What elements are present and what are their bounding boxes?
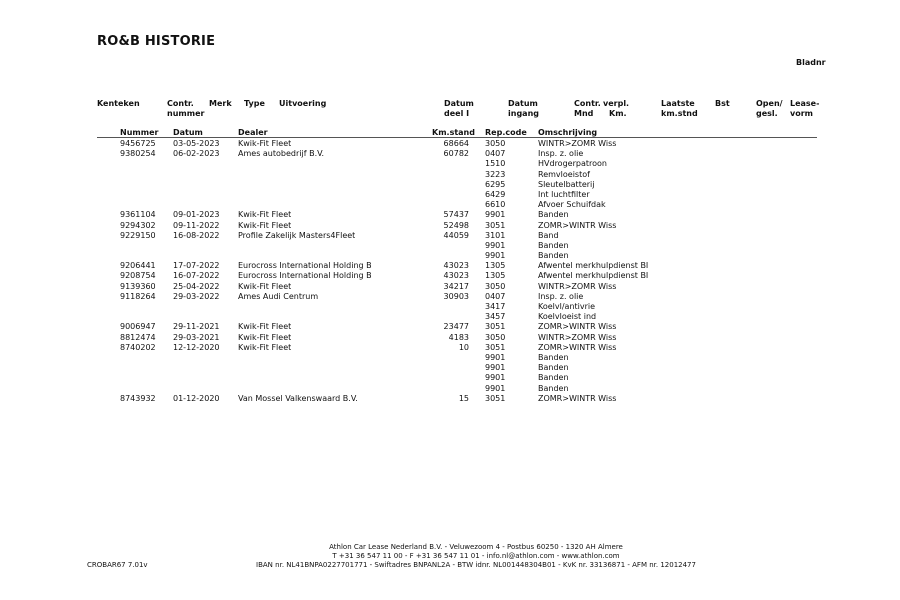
cell-datum: 06-02-2023 xyxy=(173,149,220,159)
header-divider xyxy=(97,137,817,138)
table-row xyxy=(0,302,900,312)
cell-rep-code: 3457 xyxy=(485,312,506,322)
cell-omschrijving: Koelvl/antivrie xyxy=(538,302,596,311)
cell-km-stand: 15 xyxy=(458,393,469,403)
cell-nummer: 8812474 xyxy=(120,332,156,342)
cell-omschrijving: Banden xyxy=(538,373,569,383)
cell-nummer: 9456725 xyxy=(120,139,156,148)
form-version: CROBAR67 7.01v xyxy=(87,561,148,569)
table-row xyxy=(0,190,900,200)
cell-datum: 16-07-2022 xyxy=(173,271,220,281)
table-row xyxy=(0,251,900,261)
footer-contact: T +31 36 547 11 00 - F +31 36 547 11 01 - info.nl@athlon.com - www.athlon.com xyxy=(332,552,620,560)
header-datum-ingang-line2: ingang xyxy=(508,109,539,118)
cell-km-stand: 30903 xyxy=(443,291,469,301)
table-row xyxy=(0,353,900,363)
header-datum-ingang-line1: Datum xyxy=(508,99,538,108)
cell-omschrijving: ZOMR>WINTR Wiss xyxy=(538,220,617,230)
cell-km-stand: 43023 xyxy=(443,271,469,281)
cell-omschrijving: WINTR>ZOMR Wiss xyxy=(538,281,617,291)
cell-km-stand: 34217 xyxy=(443,281,469,291)
cell-rep-code: 3050 xyxy=(485,139,506,148)
table-row xyxy=(0,363,900,373)
page-title: RO&B HISTORIE xyxy=(97,34,216,49)
header-lease-vorm xyxy=(790,99,819,119)
cell-dealer: Kwik-Fit Fleet xyxy=(238,281,292,291)
table-row xyxy=(0,159,900,169)
cell-km-stand: 4183 xyxy=(448,332,469,342)
cell-rep-code: 0407 xyxy=(485,149,506,159)
cell-datum: 09-11-2022 xyxy=(173,220,220,230)
cell-omschrijving: Insp. z. olie xyxy=(538,149,584,159)
cell-omschrijving: Afwentel merkhulpdienst BI xyxy=(538,261,649,271)
page-number-label: Bladnr xyxy=(796,58,826,67)
cell-rep-code: 3417 xyxy=(485,302,506,311)
cell-omschrijving: Banden xyxy=(538,240,569,250)
cell-rep-code: 3051 xyxy=(485,220,506,230)
cell-nummer: 9380254 xyxy=(120,149,156,159)
cell-rep-code: 6610 xyxy=(485,200,506,210)
cell-rep-code: 3051 xyxy=(485,342,506,352)
cell-datum: 03-05-2023 xyxy=(173,139,220,148)
cell-dealer: Profile Zakelijk Masters4Fleet xyxy=(238,230,356,240)
header-datum-ingang xyxy=(508,99,539,119)
column-nummer: Nummer xyxy=(120,128,159,137)
table-row xyxy=(0,139,900,149)
cell-rep-code: 3050 xyxy=(485,281,506,291)
history-table xyxy=(0,139,900,404)
table-row xyxy=(0,343,900,353)
cell-km-stand: 44059 xyxy=(443,230,469,240)
cell-nummer: 9361104 xyxy=(120,210,156,220)
cell-nummer: 9208754 xyxy=(120,271,156,281)
header-datum-deel-line1: Datum xyxy=(444,99,474,108)
column-omschrijving: Omschrijving xyxy=(538,128,598,137)
cell-km-stand: 68664 xyxy=(443,139,469,148)
cell-dealer: Eurocross International Holding B xyxy=(238,261,372,271)
table-row xyxy=(0,200,900,210)
cell-rep-code: 6429 xyxy=(485,189,506,199)
cell-datum: 16-08-2022 xyxy=(173,230,220,240)
table-row xyxy=(0,271,900,281)
cell-omschrijving: HVdrogerpatroon xyxy=(538,159,607,169)
cell-datum: 09-01-2023 xyxy=(173,210,220,220)
header-datum-deel xyxy=(444,99,474,119)
cell-nummer: 8743932 xyxy=(120,393,156,403)
table-row xyxy=(0,373,900,383)
header-verpl-km xyxy=(603,99,629,119)
column-dealer: Dealer xyxy=(238,128,268,137)
header-bst: Bst xyxy=(715,99,730,108)
cell-nummer: 9294302 xyxy=(120,220,156,230)
header-contr-line2: nummer xyxy=(167,109,205,118)
footer-address: Athlon Car Lease Nederland B.V. - Veluwezoom 4 - Postbus 60250 - 1320 AH Almere xyxy=(329,543,623,551)
header-lease-line1: Lease- xyxy=(790,99,820,108)
header-kenteken: Kenteken xyxy=(97,99,140,108)
cell-rep-code: 9901 xyxy=(485,210,506,220)
column-rep-code: Rep.code xyxy=(485,128,527,137)
cell-dealer: Ames Audi Centrum xyxy=(238,291,319,301)
cell-rep-code: 9901 xyxy=(485,352,506,362)
cell-dealer: Ames autobedrijf B.V. xyxy=(238,149,325,159)
table-row xyxy=(0,180,900,190)
table-row xyxy=(0,333,900,343)
cell-rep-code: 3051 xyxy=(485,393,506,403)
cell-omschrijving: Int luchtfilter xyxy=(538,189,590,199)
table-row xyxy=(0,312,900,322)
cell-dealer: Kwik-Fit Fleet xyxy=(238,322,292,332)
cell-omschrijving: Remvloeistof xyxy=(538,169,590,179)
table-row xyxy=(0,282,900,292)
header-laatste-km xyxy=(661,99,698,119)
header-uitvoering: Uitvoering xyxy=(279,99,327,108)
cell-omschrijving: Afwentel merkhulpdienst BI xyxy=(538,271,649,281)
cell-omschrijving: ZOMR>WINTR Wiss xyxy=(538,322,617,332)
header-contr-mnd xyxy=(574,99,601,119)
table-row xyxy=(0,210,900,220)
cell-omschrijving: Banden xyxy=(538,352,569,362)
cell-dealer: Kwik-Fit Fleet xyxy=(238,332,292,342)
table-row xyxy=(0,261,900,271)
cell-nummer: 9006947 xyxy=(120,322,156,332)
cell-datum: 25-04-2022 xyxy=(173,281,220,291)
cell-datum: 29-03-2021 xyxy=(173,332,220,342)
cell-datum: 12-12-2020 xyxy=(173,342,220,352)
cell-rep-code: 3101 xyxy=(485,230,506,240)
cell-dealer: Van Mossel Valkenswaard B.V. xyxy=(238,393,358,403)
table-row xyxy=(0,221,900,231)
cell-omschrijving: ZOMR>WINTR Wiss xyxy=(538,393,617,403)
cell-rep-code: 3051 xyxy=(485,322,506,332)
cell-dealer: Kwik-Fit Fleet xyxy=(238,220,292,230)
cell-km-stand: 57437 xyxy=(443,210,469,220)
cell-rep-code: 1305 xyxy=(485,261,506,271)
header-verpl-line2: Km. xyxy=(609,109,627,118)
cell-nummer: 9118264 xyxy=(120,291,156,301)
header-laatste-line2: km.stnd xyxy=(661,109,698,118)
cell-dealer: Kwik-Fit Fleet xyxy=(238,210,292,220)
cell-datum: 17-07-2022 xyxy=(173,261,220,271)
header-verpl-line1: verpl. xyxy=(603,99,630,108)
cell-omschrijving: Afvoer Schuifdak xyxy=(538,200,606,210)
cell-omschrijving: Band xyxy=(538,230,559,240)
header-merk: Merk xyxy=(209,99,232,108)
cell-km-stand: 52498 xyxy=(443,220,469,230)
cell-rep-code: 3223 xyxy=(485,169,506,179)
table-row xyxy=(0,384,900,394)
header-open-line1: Open/ xyxy=(756,99,783,108)
table-row xyxy=(0,241,900,251)
cell-omschrijving: Sleutelbatterij xyxy=(538,179,595,189)
table-row xyxy=(0,149,900,159)
cell-rep-code: 1305 xyxy=(485,271,506,281)
cell-rep-code: 6295 xyxy=(485,179,506,189)
cell-omschrijving: ZOMR>WINTR Wiss xyxy=(538,342,617,352)
header-contr-nummer xyxy=(167,99,204,119)
cell-nummer: 9206441 xyxy=(120,261,156,271)
cell-datum: 29-11-2021 xyxy=(173,322,220,332)
cell-dealer: Kwik-Fit Fleet xyxy=(238,342,292,352)
table-row xyxy=(0,292,900,302)
cell-dealer: Kwik-Fit Fleet xyxy=(238,139,292,148)
table-row xyxy=(0,322,900,332)
cell-datum: 29-03-2022 xyxy=(173,291,220,301)
cell-rep-code: 9901 xyxy=(485,373,506,383)
cell-rep-code: 3050 xyxy=(485,332,506,342)
column-km-stand: Km.stand xyxy=(432,128,475,137)
cell-km-stand: 43023 xyxy=(443,261,469,271)
cell-nummer: 9139360 xyxy=(120,281,156,291)
cell-rep-code: 0407 xyxy=(485,291,506,301)
footer-registration: IBAN nr. NL41BNPA0227701771 - Swiftadres BNPANL2A - BTW idnr. NL001448304B01 - KvK nr. 33136871 - AFM nr. 12012477 xyxy=(256,561,696,569)
cell-omschrijving: WINTR>ZOMR Wiss xyxy=(538,332,617,342)
header-lease-line2: vorm xyxy=(790,109,813,118)
cell-rep-code: 9901 xyxy=(485,251,506,261)
header-laatste-line1: Laatste xyxy=(661,99,695,108)
cell-rep-code: 1510 xyxy=(485,159,506,169)
cell-rep-code: 9901 xyxy=(485,383,506,393)
cell-rep-code: 9901 xyxy=(485,240,506,250)
cell-rep-code: 9901 xyxy=(485,363,506,373)
table-row xyxy=(0,170,900,180)
header-contr-line1: Contr. xyxy=(167,99,194,108)
cell-omschrijving: Banden xyxy=(538,363,569,373)
header-datum-deel-line2: deel I xyxy=(444,109,470,118)
cell-km-stand: 23477 xyxy=(443,322,469,332)
cell-omschrijving: Banden xyxy=(538,383,569,393)
cell-omschrijving: Koelvloeist ind xyxy=(538,312,597,322)
cell-dealer: Eurocross International Holding B xyxy=(238,271,372,281)
cell-nummer: 9229150 xyxy=(120,230,156,240)
header-open-line2: gesl. xyxy=(756,109,778,118)
cell-nummer: 8740202 xyxy=(120,342,156,352)
cell-datum: 01-12-2020 xyxy=(173,393,220,403)
table-row xyxy=(0,231,900,241)
cell-omschrijving: WINTR>ZOMR Wiss xyxy=(538,139,617,148)
header-contr-mnd-line1: Contr. xyxy=(574,99,601,108)
header-type: Type xyxy=(244,99,265,108)
cell-omschrijving: Insp. z. olie xyxy=(538,291,584,301)
table-row xyxy=(0,394,900,404)
cell-omschrijving: Banden xyxy=(538,251,569,261)
cell-km-stand: 60782 xyxy=(443,149,469,159)
header-contr-mnd-line2: Mnd xyxy=(574,109,594,118)
cell-km-stand: 10 xyxy=(458,342,469,352)
cell-omschrijving: Banden xyxy=(538,210,569,220)
header-open-gesl xyxy=(756,99,783,119)
column-datum: Datum xyxy=(173,128,203,137)
